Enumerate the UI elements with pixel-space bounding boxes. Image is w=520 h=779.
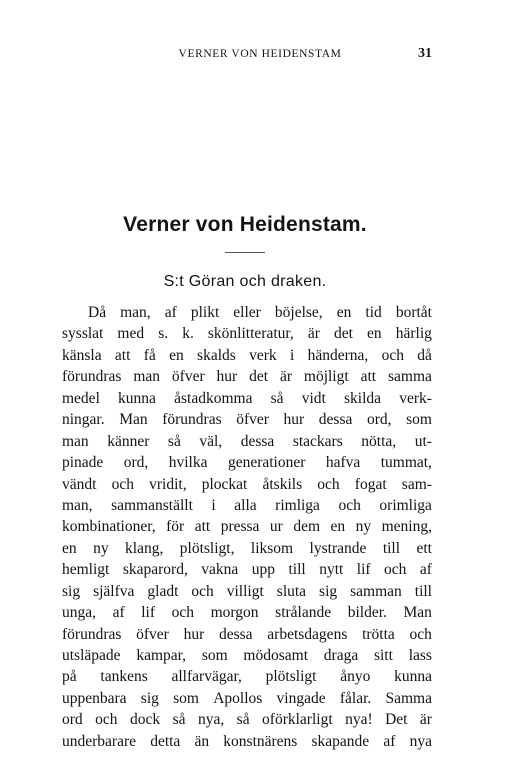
text-line — [62, 602, 432, 623]
word: unga, — [62, 604, 97, 622]
word: en — [62, 539, 77, 557]
word: och — [95, 711, 118, 729]
word: vridit, — [149, 475, 187, 493]
word: samma — [388, 368, 432, 386]
word: man, — [62, 496, 93, 514]
word: förundras — [162, 411, 222, 429]
word: ningar. — [62, 411, 105, 429]
text-line — [62, 645, 432, 666]
word: så — [167, 432, 181, 450]
word: böjelse, — [274, 304, 323, 321]
text-line — [62, 538, 432, 559]
running-title: VERNER VON HEIDENSTAM — [178, 48, 342, 60]
word: Man — [119, 411, 148, 429]
text-line — [62, 559, 432, 580]
word: nya! — [345, 711, 373, 729]
word: man, — [120, 304, 151, 321]
word: sig — [319, 582, 338, 600]
word: så — [236, 711, 250, 729]
word: till — [288, 561, 306, 579]
word: hur — [183, 625, 205, 643]
word: nya, — [197, 711, 225, 729]
word: Samma — [385, 689, 432, 707]
page-number: 31 — [418, 46, 432, 61]
word: och — [409, 625, 432, 643]
word: kunna — [394, 668, 432, 686]
word: klang, — [125, 539, 164, 557]
word: rimliga — [275, 496, 320, 514]
word: oförklarligt — [262, 711, 333, 729]
word: sysslat — [62, 325, 104, 343]
text-line — [62, 624, 432, 645]
word: dock — [129, 711, 161, 729]
word: medel — [62, 389, 100, 407]
text-line — [62, 709, 432, 730]
word: morgon — [210, 604, 259, 622]
text-line — [62, 431, 432, 452]
word: mening, — [381, 518, 432, 536]
text-line — [62, 452, 432, 473]
word: Man — [403, 604, 432, 622]
word: ord — [62, 711, 83, 729]
text-line — [62, 366, 432, 387]
word: för — [166, 518, 185, 536]
word: är — [419, 711, 432, 729]
word: verk — [249, 346, 277, 364]
text-line — [62, 474, 432, 495]
word: generationer — [227, 454, 306, 472]
text-line — [62, 495, 432, 516]
word: skönlitteratur, — [207, 325, 294, 343]
word: ord, — [366, 411, 392, 429]
word: strålande — [275, 604, 332, 622]
word: och — [338, 496, 361, 514]
word: och — [171, 604, 195, 622]
word: sammanställt — [111, 496, 193, 514]
running-header — [0, 46, 520, 66]
word: allfarvägar, — [171, 668, 242, 686]
word: det — [334, 325, 353, 343]
word: trötta — [362, 625, 395, 643]
word: kombinationer, — [62, 518, 156, 536]
word: lif — [141, 604, 156, 622]
body-text — [62, 302, 432, 752]
word: pinade — [62, 454, 104, 472]
word: ord, — [123, 454, 149, 472]
word: uppenbara — [62, 689, 127, 707]
word: som — [173, 689, 199, 707]
word: plötsligt — [265, 668, 317, 686]
word: till — [382, 539, 401, 557]
word: härlig — [395, 325, 432, 343]
word: mödosamt — [243, 647, 309, 664]
word: vidt — [301, 389, 326, 407]
word: i — [211, 496, 216, 514]
word: är — [279, 368, 292, 386]
word: än — [194, 732, 210, 750]
word: ur — [269, 518, 283, 536]
word: af — [112, 604, 125, 622]
word: Det — [385, 711, 408, 729]
word: upp — [251, 561, 276, 579]
text-line — [62, 581, 432, 602]
word: skalds — [197, 346, 236, 364]
word: själfva — [93, 582, 135, 600]
word: till — [414, 582, 432, 600]
word: kunna — [118, 389, 156, 407]
word: som — [406, 411, 432, 429]
word: plötsligt, — [179, 539, 235, 557]
word: en — [169, 346, 184, 364]
word: så — [270, 389, 284, 407]
word: k. — [182, 325, 194, 343]
word: detta — [150, 732, 181, 750]
word: vändt — [62, 475, 97, 493]
word: fålar. — [339, 689, 372, 707]
word: öfver — [236, 411, 269, 429]
word: tummat, — [380, 454, 432, 472]
word: ett — [416, 539, 432, 557]
text-line — [62, 388, 432, 409]
word: nytt — [319, 561, 344, 579]
word: öfver — [136, 625, 169, 643]
word: lass — [408, 647, 432, 664]
word: dessa — [218, 625, 253, 643]
word: och — [384, 561, 407, 579]
word: skapande — [311, 732, 370, 750]
word: plockat — [201, 475, 248, 493]
word: dessa — [240, 432, 275, 450]
word: så — [172, 711, 186, 729]
word: tankens — [100, 668, 148, 686]
word: sig — [140, 689, 159, 707]
word: och — [381, 346, 404, 364]
word: arbetsdagens — [267, 625, 348, 643]
word: nya — [409, 732, 432, 750]
article-title: Verner von Heidenstam. — [123, 213, 367, 236]
word: och — [191, 582, 214, 600]
word: af — [383, 732, 396, 750]
word: pressa — [220, 518, 260, 536]
word: ut- — [414, 432, 432, 450]
word: ny — [93, 539, 109, 557]
title-divider — [225, 252, 265, 253]
word: fogat — [354, 475, 387, 493]
word: skaparord, — [122, 561, 188, 579]
word: att — [194, 518, 211, 536]
word: förundras — [62, 625, 122, 643]
word: sitt — [373, 647, 393, 664]
word: af — [164, 304, 177, 321]
word: lystrande — [309, 539, 367, 557]
word: vingade — [276, 689, 326, 707]
word: hur — [216, 368, 238, 386]
word: att — [360, 368, 377, 386]
word: samman — [350, 582, 402, 600]
word: Apollos — [213, 689, 263, 707]
word: förundras — [62, 368, 122, 386]
word: och — [317, 475, 340, 493]
word: på — [62, 668, 77, 686]
text-line — [62, 345, 432, 366]
word: möjligt — [303, 368, 349, 386]
word: sluta — [276, 582, 307, 600]
word: hafva — [325, 454, 361, 472]
text-line — [62, 731, 432, 752]
word: dessa — [318, 411, 353, 429]
word: en — [336, 304, 352, 321]
word: hemligt — [62, 561, 110, 579]
word: plikt — [190, 304, 220, 321]
word: utsläpade — [62, 647, 121, 664]
word: att — [114, 346, 131, 364]
word: och — [111, 475, 134, 493]
section-title: S:t Göran och draken. — [163, 273, 327, 290]
word: s. — [158, 325, 169, 343]
word: kampar, — [136, 647, 187, 664]
word: draga — [323, 647, 359, 664]
word: dem — [293, 518, 321, 536]
word: i — [289, 346, 295, 364]
word: som — [201, 647, 228, 664]
word: då — [417, 346, 432, 364]
word: bilder. — [347, 604, 387, 622]
word: verk- — [399, 389, 432, 407]
word: orimliga — [379, 496, 432, 514]
word: man — [133, 368, 160, 386]
text-line — [62, 323, 432, 344]
word: bortåt — [395, 304, 432, 321]
word: få — [143, 346, 156, 364]
word: villigt — [226, 582, 264, 600]
word: hvilka — [168, 454, 208, 472]
word: är — [307, 325, 320, 343]
word: man — [62, 432, 89, 450]
word: nötta, — [361, 432, 397, 450]
word: gladt — [147, 582, 179, 600]
word: liksom — [250, 539, 294, 557]
word: händerna, — [307, 346, 369, 364]
word: lif — [356, 561, 371, 579]
word: af — [419, 561, 432, 579]
word: konstnärens — [223, 732, 298, 750]
word: det — [249, 368, 269, 386]
word: tid — [365, 304, 382, 321]
text-line — [62, 302, 432, 323]
word: ny — [355, 518, 372, 536]
text-line — [62, 666, 432, 687]
word: eller — [233, 304, 261, 321]
word: öfver — [171, 368, 205, 386]
word: stackars — [292, 432, 343, 450]
word: väl, — [199, 432, 223, 450]
text-line — [62, 409, 432, 430]
text-line — [62, 516, 432, 537]
word: alla — [234, 496, 257, 514]
text-line — [62, 688, 432, 709]
word: hur — [283, 411, 305, 429]
word: åstadkomma — [174, 389, 253, 407]
word: ånyo — [340, 668, 371, 686]
word: med — [117, 325, 145, 343]
word: vakna — [201, 561, 239, 579]
word: en — [367, 325, 382, 343]
word: en — [330, 518, 346, 536]
word: Då — [88, 304, 107, 321]
word: åtskils — [262, 475, 303, 493]
word: sig — [62, 582, 81, 600]
word: sam- — [401, 475, 432, 493]
word: skilda — [344, 389, 382, 407]
word: underbarare — [62, 732, 137, 750]
word: känner — [107, 432, 150, 450]
word: känsla — [62, 346, 102, 364]
